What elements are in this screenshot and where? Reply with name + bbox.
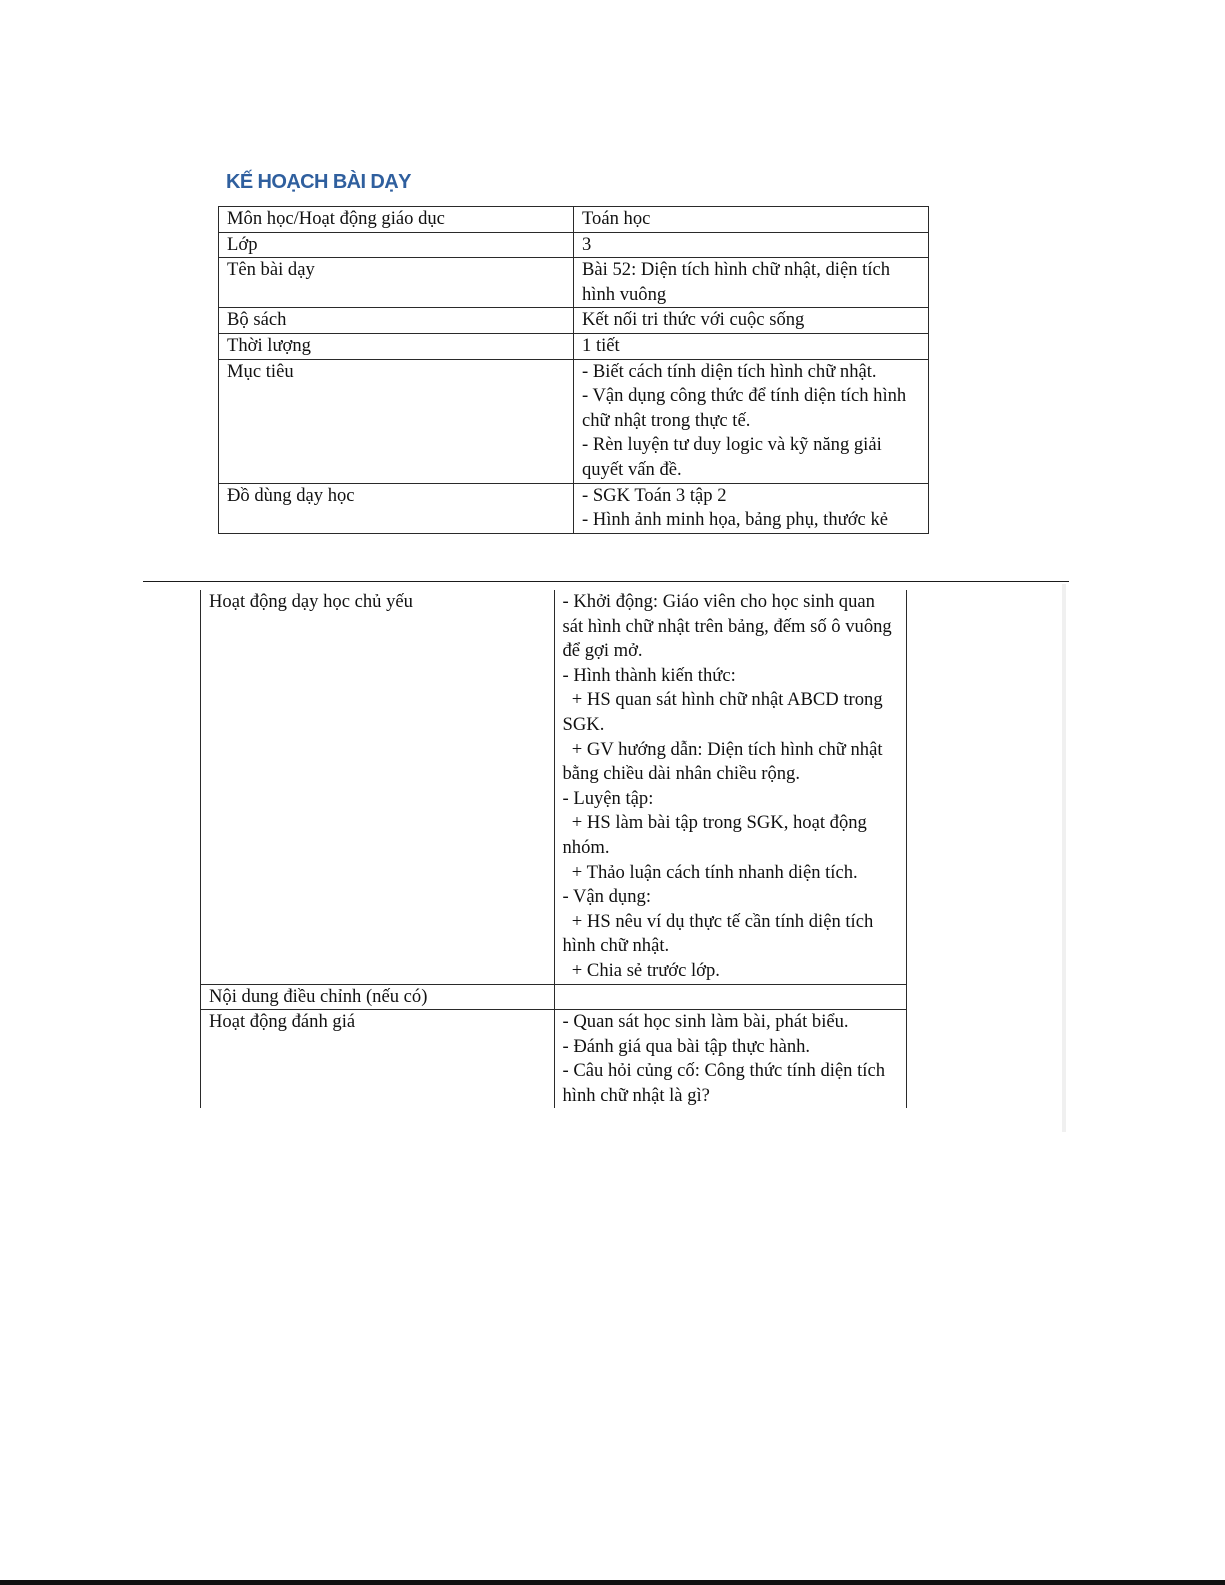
table-row: [219, 333, 929, 359]
crop-edge-shade: [1062, 584, 1066, 1132]
table-row: [201, 1010, 907, 1109]
row-value-line: Bài 52: Diện tích hình chữ nhật, diện tích hình vuông: [582, 259, 895, 305]
row-label: Môn học/Hoạt động giáo dục: [219, 207, 574, 233]
row-value: [554, 590, 907, 984]
row-label: Bộ sách: [219, 308, 574, 334]
row-value-line: - Câu hỏi củng cố: Công thức tính diện tích hình chữ nhật là gì?: [562, 1060, 890, 1106]
row-value-line: - Biết cách tính diện tích hình chữ nhật.: [582, 360, 877, 382]
row-value-line: - Hình thành kiến thức:: [562, 664, 736, 686]
table-row: [219, 207, 929, 233]
row-value-line: - Khởi động: Giáo viên cho học sinh quan sát hình chữ nhật trên bảng, đếm số ô vuông để gợi mở.: [562, 591, 897, 662]
row-value-line: 3: [582, 233, 592, 255]
table-row: [201, 590, 907, 984]
row-label: Hoạt động đánh giá: [201, 1010, 555, 1109]
row-value: [554, 1010, 907, 1109]
row-value-line: + HS nêu ví dụ thực tế cần tính diện tích hình chữ nhật.: [562, 910, 878, 957]
row-label: Đồ dùng dạy học: [219, 483, 574, 533]
row-value-line: - Quan sát học sinh làm bài, phát biểu.: [562, 1011, 849, 1033]
row-value-line: Kết nối tri thức với cuộc sống: [582, 309, 805, 331]
row-value: [574, 359, 929, 483]
row-value: [574, 258, 929, 308]
row-value-line: - Vận dụng:: [562, 886, 651, 908]
row-value-line: Toán học: [582, 208, 651, 229]
row-label: Lớp: [219, 232, 574, 258]
row-label: Nội dung điều chỉnh (nếu có): [201, 984, 555, 1010]
bottom-border: [0, 1580, 1225, 1585]
table-row: [201, 984, 907, 1010]
row-value-line: + GV hướng dẫn: Diện tích hình chữ nhật bằng chiều dài nhân chiều rộng.: [562, 738, 888, 785]
row-label: Hoạt động dạy học chủ yếu: [201, 590, 555, 984]
row-label: Thời lượng: [219, 333, 574, 359]
row-label: Tên bài dạy: [219, 258, 574, 308]
row-value-line: + Chia sẻ trước lớp.: [562, 959, 720, 981]
row-value: [574, 207, 929, 233]
row-value: [554, 984, 907, 1010]
row-value-line: - Luyện tập:: [562, 787, 654, 809]
row-value-line: + HS quan sát hình chữ nhật ABCD trong SGK.: [562, 689, 888, 735]
row-value-line: - Rèn luyện tư duy logic và kỹ năng giải quyết vấn đề.: [582, 434, 887, 480]
row-value: [574, 308, 929, 334]
row-value: [574, 483, 929, 533]
page-title: KẾ HOẠCH BÀI DẠY: [226, 171, 411, 193]
table-row: [219, 359, 929, 483]
lesson-plan-table-part-2: [200, 590, 907, 1108]
row-value-line: - Đánh giá qua bài tập thực hành.: [562, 1035, 811, 1057]
row-value-line: - Hình ảnh minh họa, bảng phụ, thước kẻ: [582, 509, 888, 531]
section-divider: [143, 581, 1069, 582]
row-value: [574, 232, 929, 258]
row-value-line: + Thảo luận cách tính nhanh diện tích.: [562, 861, 858, 883]
row-label: Mục tiêu: [219, 359, 574, 483]
table-row: [219, 308, 929, 334]
row-value: [574, 333, 929, 359]
table-row: [219, 232, 929, 258]
lesson-plan-table-part-1: [218, 206, 929, 534]
row-value-line: 1 tiết: [582, 334, 620, 356]
row-value-line: - SGK Toán 3 tập 2: [582, 484, 727, 506]
row-value-line: + HS làm bài tập trong SGK, hoạt động nhóm.: [562, 812, 872, 858]
table-row: [219, 258, 929, 308]
row-value-line: - Vận dụng công thức để tính diện tích hình chữ nhật trong thực tế.: [582, 385, 911, 431]
table-row: [219, 483, 929, 533]
